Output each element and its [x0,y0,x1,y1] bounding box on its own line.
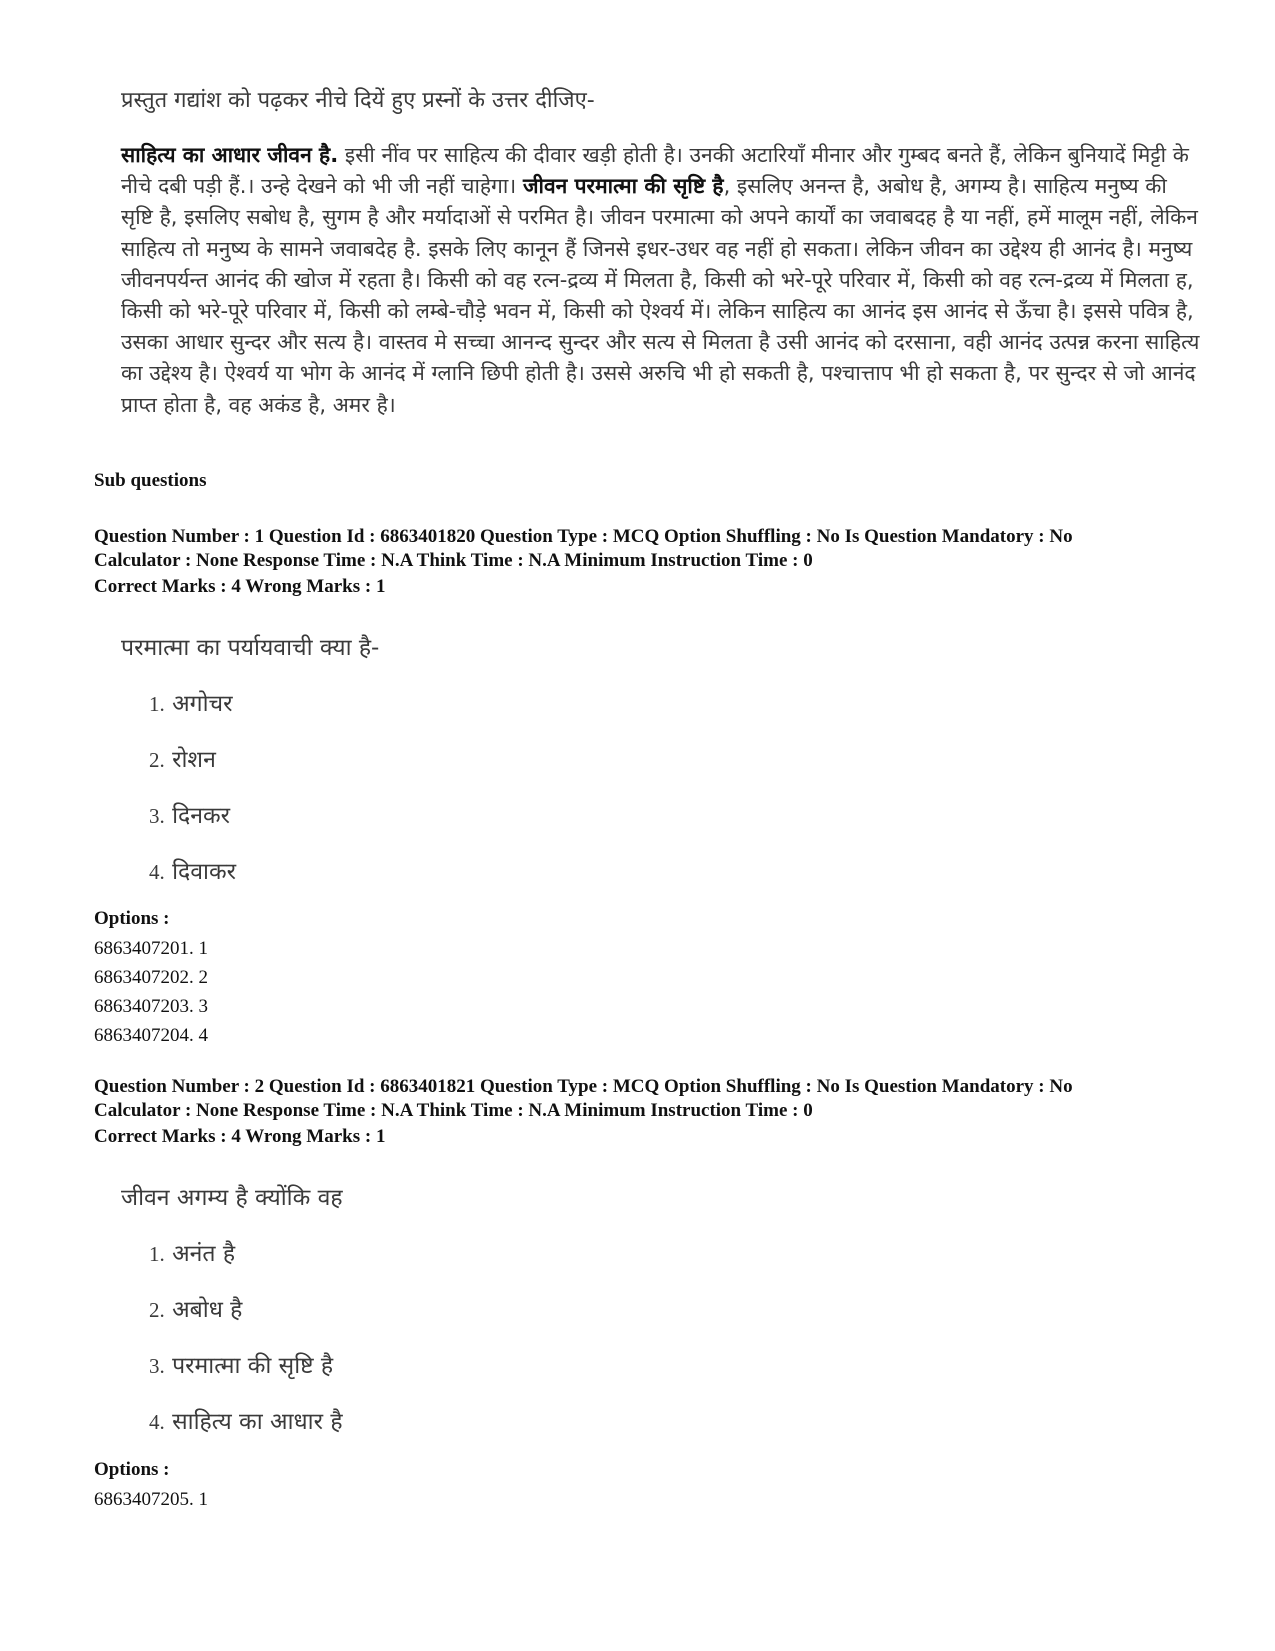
question-2-text: जीवन अगम्य है क्योंकि वह [121,1185,343,1211]
choice-label: अबोध है [172,1297,243,1323]
question-2-choice-4 [149,1404,343,1436]
choice-number: 2. [149,1298,165,1322]
option-id: 6863407204. 4 [94,1025,208,1046]
passage-text-2: , इसलिए अनन्त है, अबोध है, अगम्य है। साहित्य मनुष्य की सृष्टि है, इसलिए सबोध है, सुगम है और मर्यादाओं से परमित है। जीवन परमात्मा को अपने कार्यों का जवाबदह है या नहीं, हमें मालूम नहीं, लेकिन साहित्य तो मनुष्य के सामने जवाबदेह है. इसके लिए कानून हैं जिनसे इधर-उधर वह नहीं हो सकता। लेकिन जीवन का उद्देश्य ही आनंद है। मनुष्य जीवनपर्यन्त आनंद की खोज में रहता है। किसी को वह रत्न-द्रव्य में मिलता है, किसी को भरे-पूरे परिवार में, किसी को वह रत्न-द्रव्य में मिलता ह, किसी को भरे-पूरे परिवार में, किसी को लम्बे-चौड़े भवन में, किसी को ऐश्वर्य में। लेकिन साहित्य का आनंद इस आनंद से ऊँचा है। इससे पवित्र है, उसका आधार सुन्दर और सत्य है। वास्तव मे सच्चा आनन्द सुन्दर और सत्य से मिलता है उसी आनंद को दरसाना, वही आनंद उत्पन्न करना साहित्य का उद्देश्य है। ऐश्वर्य या भोग के आनंद में ग्लानि छिपी होती है। उससे अरुचि भी हो सकती है, पश्चात्ताप भी हो सकता है, पर सुन्दर से जो आनंद प्राप्त होता है, वह अकंड है, अमर है। [121,174,1200,417]
passage-instruction: प्रस्तुत गद्यांश को पढ़कर नीचे दियें हुए प्रस्नों के उत्तर दीजिए- [121,88,595,113]
passage-bold-1: साहित्य का आधार जीवन है. [121,143,339,167]
choice-label: दिवाकर [172,859,237,885]
question-1-choice-2 [149,742,216,774]
question-1-text: परमात्मा का पर्यायवाची क्या है- [121,635,380,661]
question-1-options-heading: Options : [94,908,170,929]
question-1-meta-line-1: Question Number : 1 Question Id : 6863401820 Question Type : MCQ Option Shuffling : No Is Question Mandatory : No [94,526,1073,547]
question-2-choice-2 [149,1292,242,1324]
choice-label: साहित्य का आधार है [172,1409,343,1435]
option-id: 6863407201. 1 [94,938,208,959]
question-1-choice-1 [149,686,233,718]
question-2-options-list [94,1485,208,1514]
choice-label: अनंत है [172,1241,236,1267]
question-1-options-list [94,934,208,1050]
question-2-meta-line-1: Question Number : 2 Question Id : 6863401821 Question Type : MCQ Option Shuffling : No Is Question Mandatory : No [94,1076,1073,1097]
question-1-marks: Correct Marks : 4 Wrong Marks : 1 [94,576,386,597]
choice-number: 1. [149,1242,165,1266]
choice-label: रोशन [172,747,216,773]
comprehension-passage [121,140,1201,421]
question-2-options-heading: Options : [94,1459,170,1480]
choice-number: 4. [149,860,165,884]
question-1-choice-4 [149,854,236,886]
choice-label: अगोचर [172,691,233,717]
sub-questions-heading: Sub questions [94,470,207,491]
question-2-marks: Correct Marks : 4 Wrong Marks : 1 [94,1126,386,1147]
question-1-choice-3 [149,798,230,830]
choice-label: परमात्मा की सृष्टि है [172,1353,334,1379]
choice-number: 2. [149,748,165,772]
question-2-meta-line-2: Calculator : None Response Time : N.A Think Time : N.A Minimum Instruction Time : 0 [94,1099,813,1121]
choice-number: 1. [149,692,165,716]
question-1-meta [94,525,1214,572]
question-1-meta-line-2: Calculator : None Response Time : N.A Think Time : N.A Minimum Instruction Time : 0 [94,549,813,571]
option-id: 6863407203. 3 [94,996,208,1017]
choice-number: 3. [149,804,165,828]
option-id: 6863407205. 1 [94,1489,208,1510]
choice-number: 4. [149,1410,165,1434]
choice-label: दिनकर [172,803,231,829]
choice-number: 3. [149,1354,165,1378]
question-2-choice-3 [149,1348,333,1380]
question-2-choice-1 [149,1236,235,1268]
option-id: 6863407202. 2 [94,967,208,988]
passage-bold-2: जीवन परमात्मा की सृष्टि है [522,174,724,199]
passage-text-1: इसी नींव पर साहित्य की दीवार खड़ी होती है। उनकी अटारियाँ मीनार और गुम्बद बनते हैं, लेकिन बुनियादें मिट्टी के नीचे दबी पड़ी हैं.। उन्हे देखने को भी जी नहीं चाहेगा। [121,143,1189,199]
question-2-meta [94,1075,1214,1122]
